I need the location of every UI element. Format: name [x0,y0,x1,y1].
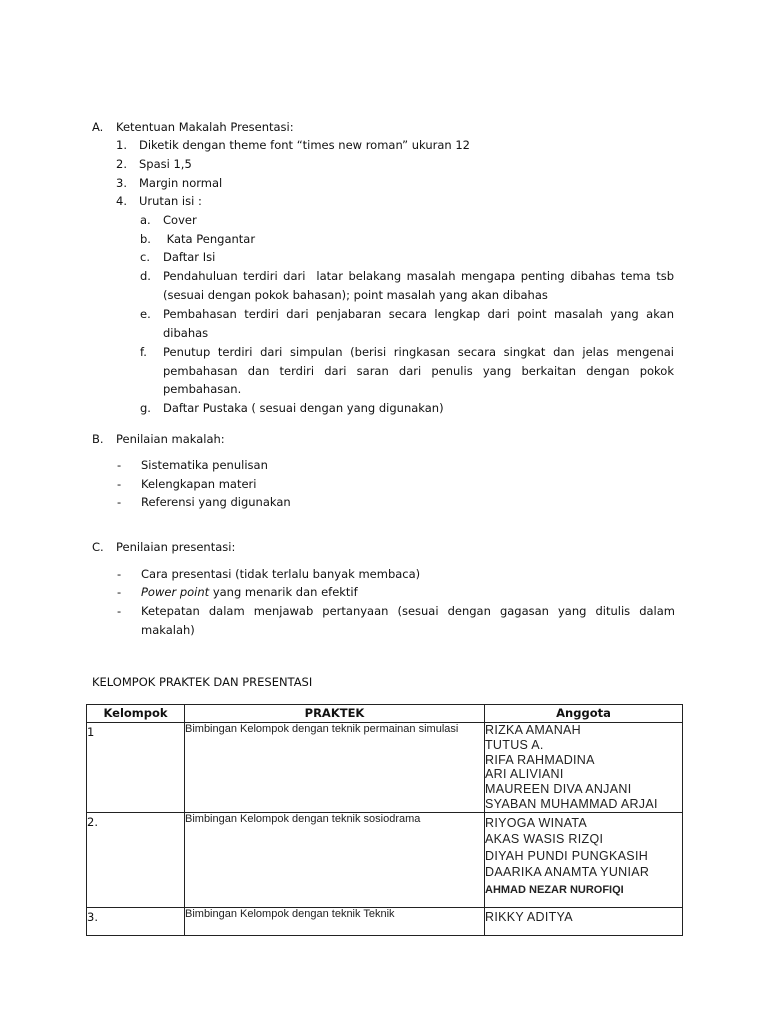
group-table [86,704,683,936]
sub-list-text: Cover [163,213,197,227]
bullet-dash: - [117,585,122,599]
table-row [87,907,683,935]
section-b-heading: Penilaian makalah: [116,432,225,446]
sub-list-letter: b. [140,232,151,246]
bullet-dash: - [117,458,122,472]
group-number: 3. [87,907,185,935]
group-number: 2. [87,812,185,907]
sub-list-letter: f. [140,345,147,359]
bullet-italic-text: Power point [141,585,210,599]
table-row [87,812,683,907]
member-name: AKAS WASIS RIZQI [485,832,604,847]
sub-list-letter: a. [140,213,151,227]
group-number: 1 [87,723,185,813]
member-name: SYABAN MUHAMMAD ARJAI [485,796,658,811]
list-text: Margin normal [139,176,223,190]
member-name-bold: AHMAD NEZAR NUROFIQI [485,883,624,896]
section-a-label: A. [92,120,104,134]
sub-list-letter: c. [140,250,150,264]
table-row [87,723,683,813]
member-name: ARI ALIVIANI [485,767,564,782]
sub-list-text: Penutup terdiri dari simpulan (berisi ringkasan secara singkat dan jelas mengenai pembahasan dan terdiri dari saran dari penulis yang berkaitan dengan pokok pembahasan. [163,345,674,397]
member-name: RIKKY ADITYA [485,909,573,924]
sub-list-letter: g. [140,401,151,415]
bullet-text: Kelengkapan materi [141,477,257,491]
praktek-cell: Bimbingan Kelompok dengan teknik Teknik [185,907,485,935]
section-a-heading: Ketentuan Makalah Presentasi: [116,120,294,134]
group-heading: KELOMPOK PRAKTEK DAN PRESENTASI [92,675,313,689]
list-number: 4. [116,194,127,208]
anggota-cell [485,812,683,907]
list-text: Urutan isi : [139,194,202,208]
member-name: DIYAH PUNDI PUNGKASIH [485,848,649,863]
bullet-text: Sistematika penulisan [141,458,268,472]
member-name: MAUREEN DIVA ANJANI [485,782,632,797]
member-name: RIZKA AMANAH [485,723,581,737]
section-c-heading: Penilaian presentasi: [116,540,236,554]
bullet-text-rest: yang menarik dan efektif [209,585,358,599]
anggota-cell [485,723,683,813]
bullet-text: Cara presentasi (tidak terlalu banyak membaca) [141,567,421,581]
section-c-label: C. [92,540,104,554]
sub-list-text: Pendahuluan terdiri dari latar belakang masalah mengapa penting dibahas tema tsb (sesuai dengan pokok bahasan); point masalah yang akan dibahas [163,269,678,302]
bullet-dash: - [117,567,122,581]
header-anggota: Anggota [485,705,683,723]
bullet-text: Ketepatan dalam menjawab pertanyaan (sesuai dengan gagasan yang ditulis dalam makalah) [141,604,675,637]
member-name: RIFA RAHMADINA [485,752,595,767]
bullet-text [141,583,675,602]
header-kelompok: Kelompok [87,705,185,723]
member-name: DAARIKA ANAMTA YUNIAR [485,865,650,880]
praktek-cell: Bimbingan Kelompok dengan teknik sosiodrama [185,812,485,907]
praktek-cell: Bimbingan Kelompok dengan teknik permainan simulasi [185,723,485,813]
table-header-row [87,705,683,723]
bullet-dash: - [117,477,122,491]
list-number: 1. [116,138,127,152]
sub-list-text: Pembahasan terdiri dari penjabaran secara lengkap dari point masalah yang akan dibahas [163,307,674,340]
header-praktek: PRAKTEK [185,705,485,723]
member-name: TUTUS A. [485,737,544,752]
sub-list-text: Daftar Pustaka ( sesuai dengan yang digunakan) [163,401,444,415]
list-number: 2. [116,157,127,171]
list-text: Diketik dengan theme font “times new roman” ukuran 12 [139,138,470,152]
sub-list-text: Daftar Isi [163,250,216,264]
anggota-cell [485,907,683,935]
sub-list-letter: e. [140,307,151,321]
list-number: 3. [116,176,127,190]
member-name: RIYOGA WINATA [485,815,588,830]
section-b-label: B. [92,432,104,446]
bullet-text: Referensi yang digunakan [141,495,291,509]
bullet-dash: - [117,495,122,509]
sub-list-text: Kata Pengantar [163,232,256,246]
bullet-dash: - [117,604,122,618]
sub-list-letter: d. [140,269,151,283]
list-text: Spasi 1,5 [139,157,192,171]
